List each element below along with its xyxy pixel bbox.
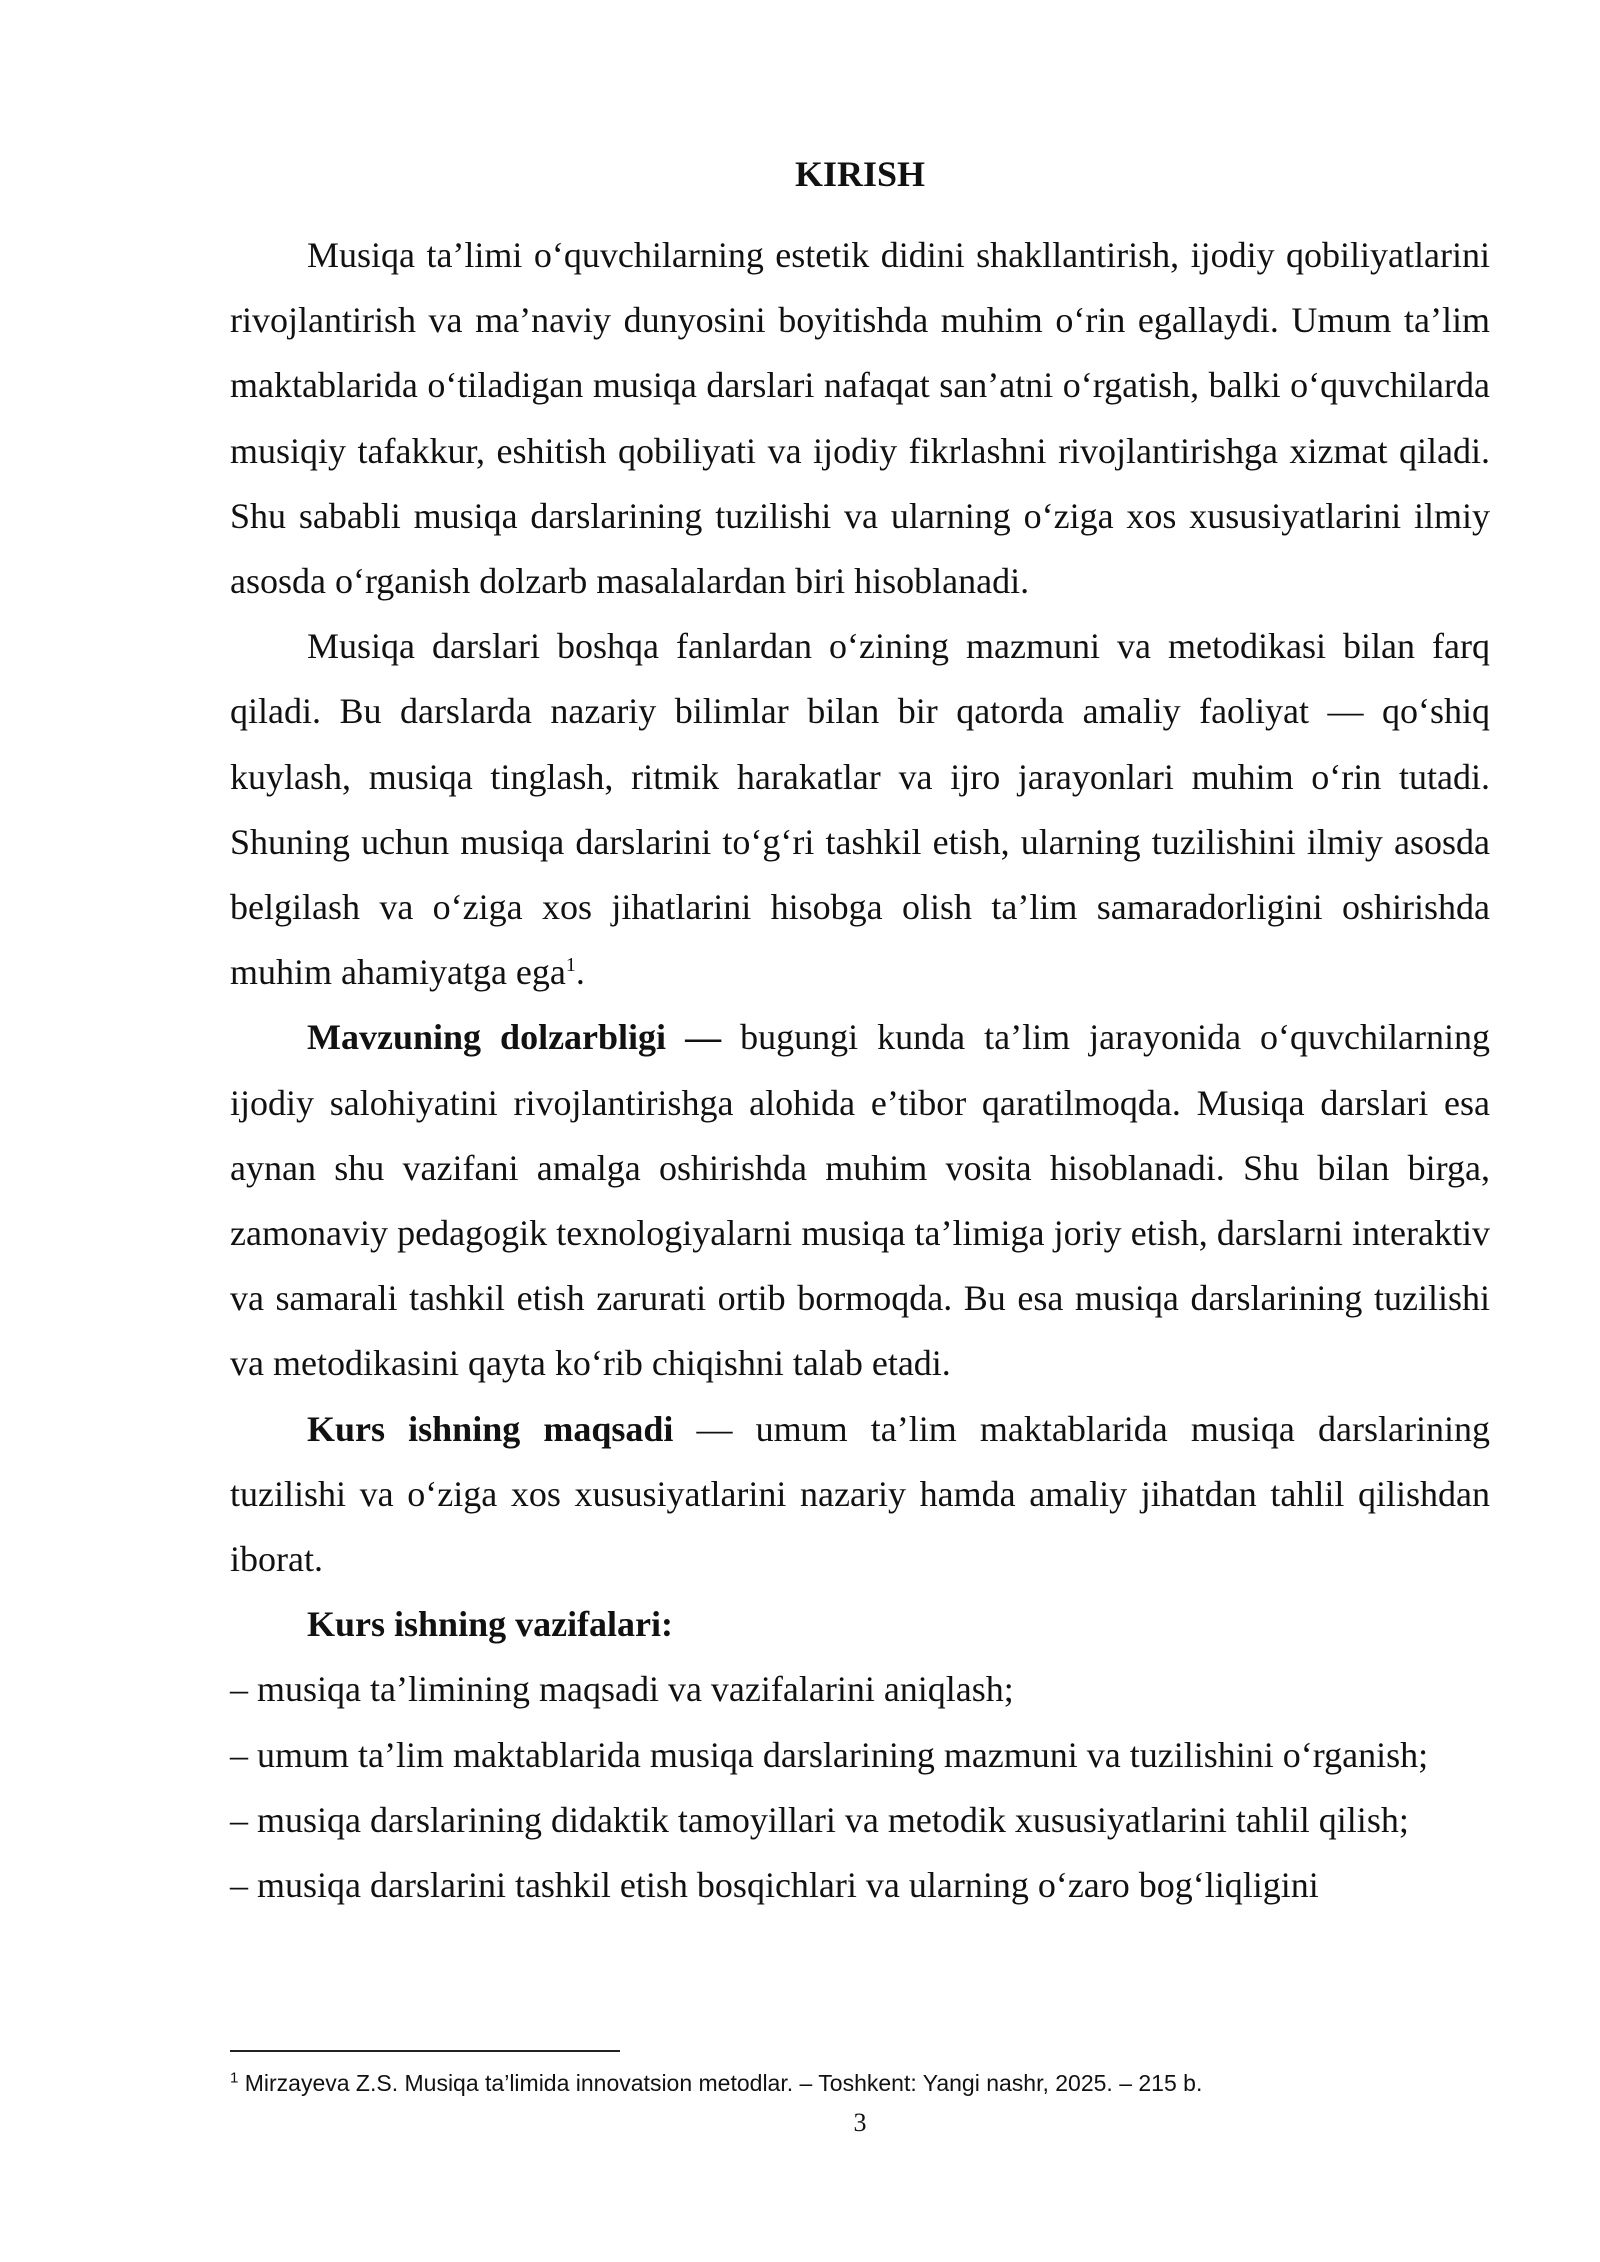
page-number: 3 [853, 2108, 867, 2137]
paragraph-goal [230, 1397, 1490, 1593]
relevance-label: Mavzuning dolzarbligi — [307, 1017, 722, 1058]
list-item: – musiqa darslarini tashkil etish bosqichlari va ularning o‘zaro bog‘liqligini [230, 1865, 1319, 1906]
footnote [230, 2068, 1490, 2098]
document-page [230, 0, 1490, 2262]
list-item: – musiqa ta’limining maqsadi va vazifalarini aniqlash; [230, 1669, 1014, 1710]
body-text [230, 223, 1490, 1918]
tasks-list [230, 1657, 1490, 1918]
footnote-divider [230, 2050, 620, 2052]
list-item: – umum ta’lim maktablarida musiqa darslarining mazmuni va tuzilishini o‘rganish; [230, 1734, 1429, 1775]
paragraph-lesson-differences [230, 614, 1490, 1005]
goal-text: — umum ta’lim maktablarida musiqa darslarining tuzilishi va o‘ziga xos xususiyatlarini nazariy hamda amaliy jihatdan tahlil qilishdan iborat. [230, 1408, 1490, 1580]
footnote-reference[interactable]: 1 [565, 954, 576, 977]
footnote-number: 1 [230, 2069, 239, 2087]
paragraph-lesson-differences-text: Musiqa darslari boshqa fanlardan o‘zining mazmuni va metodikasi bilan farq qiladi. Bu darslarda nazariy bilimlar bilan bir qatorda amaliy faoliyat — qo‘shiq kuylash, musiqa tinglash, ritmik harakatlar va ijro jarayonlari muhim o‘rin tutadi. Shuning uchun musiqa darslarini to‘g‘ri tashkil etish, ularning tuzilishini ilmiy asosda belgilash va o‘ziga xos jihatlarini hisobga olish ta’lim samaradorligini oshirishda muhim ahamiyatga ega [230, 626, 1490, 993]
list-item: – musiqa darslarining didaktik tamoyillari va metodik xususiyatlarini tahlil qilish; [230, 1799, 1409, 1840]
tasks-heading [230, 1592, 1490, 1657]
paragraph-intro: Musiqa ta’limi o‘quvchilarning estetik didini shakllantirish, ijodiy qobiliyatlarini rivojlantirish va ma’naviy dunyosini boyitishda muhim o‘rin egallaydi. Umum ta’lim maktablarida o‘tiladigan musiqa darslari nafaqat san’atni o‘rgatish, balki o‘quvchilarda musiqiy tafakkur, eshitish qobiliyati va ijodiy fikrlashni rivojlantirishga xizmat qiladi. Shu sababli musiqa darslarining tuzilishi va ularning o‘ziga xos xususiyatlarini ilmiy asosda o‘rganish dolzarb masalalardan biri hisoblanadi. [230, 235, 1490, 602]
relevance-text: bugungi kunda ta’lim jarayonida o‘quvchilarning ijodiy salohiyatini rivojlantirishga alohida e’tibor qaratilmoqda. Musiqa darslari esa aynan shu vazifani amalga oshirishda muhim vosita hisoblanadi. Shu bilan birga, zamonaviy pedagogik texnologiyalarni musiqa ta’limiga joriy etish, darslarni interaktiv va samarali tashkil etish zarurati ortib bormoqda. Bu esa musiqa darslarining tuzilishi va metodikasini qayta ko‘rib chiqishni talab etadi. [230, 1017, 1491, 1384]
paragraph-relevance [230, 1005, 1490, 1396]
section-title: KIRISH [794, 154, 926, 194]
footnote-text: Mirzayeva Z.S. Musiqa ta’limida innovatsion metodlar. – Toshkent: Yangi nashr, 2025. – 215 b. [238, 2070, 1203, 2096]
tasks-heading-label: Kurs ishning vazifalari: [307, 1604, 674, 1645]
paragraph-end-period: . [575, 952, 585, 993]
goal-label: Kurs ishning maqsadi [307, 1408, 674, 1449]
